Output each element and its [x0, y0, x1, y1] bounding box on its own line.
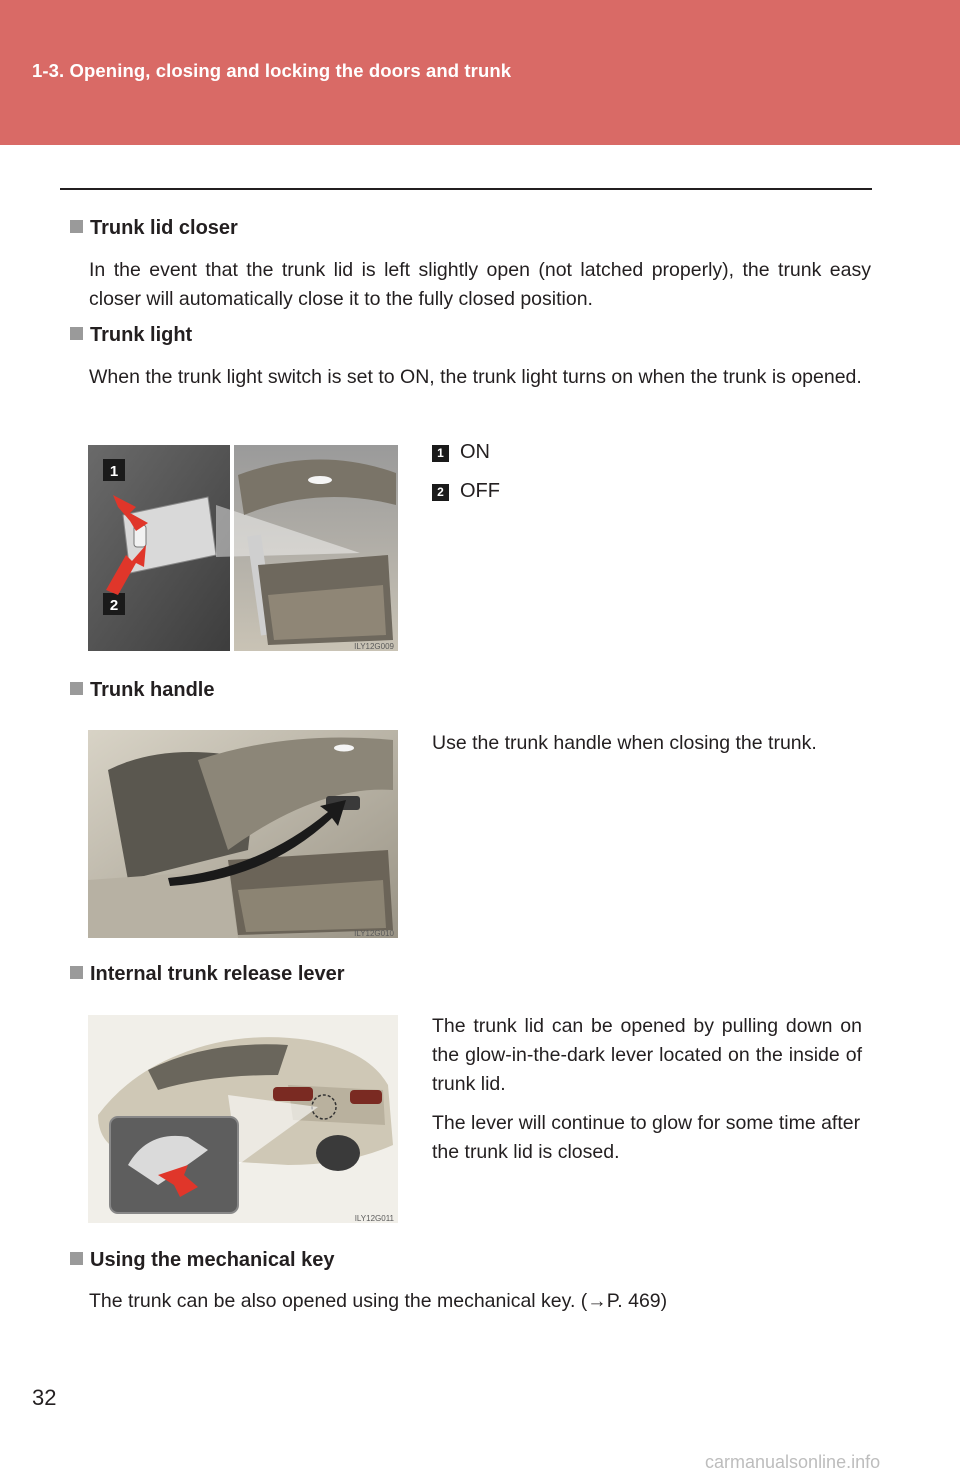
section-heading-trunk-lid-closer: Trunk lid closer — [70, 217, 238, 240]
number-badge: 2 — [432, 484, 449, 501]
bullet-square-icon — [70, 682, 83, 695]
section-heading-mechanical-key: Using the mechanical key — [70, 1249, 335, 1272]
svg-text:1: 1 — [109, 463, 119, 480]
divider-rule — [60, 188, 872, 190]
legend-item-off: 2 OFF — [432, 480, 500, 503]
number-badge: 1 — [432, 445, 449, 462]
figure-trunk-handle — [88, 730, 398, 938]
paragraph-trunk-light: When the trunk light switch is set to ON, the trunk light turns on when the trunk is opened. — [89, 366, 862, 388]
figure-trunk-light-switch — [88, 445, 398, 651]
page-number: 32 — [32, 1385, 57, 1410]
section-heading-trunk-handle: Trunk handle — [70, 679, 214, 702]
paragraph-internal-release-1: The trunk lid can be opened by pulling down on the glow-in-the-dark lever located on the inside of trunk lid. — [432, 1015, 862, 1095]
paragraph-internal-release-2: The lever will continue to glow for some time after the trunk lid is closed. — [432, 1112, 861, 1163]
svg-text:2: 2 — [109, 597, 119, 614]
chapter-title: 1-3. Opening, closing and locking the doors and trunk — [32, 60, 512, 81]
header-band — [0, 0, 960, 145]
figure-code: ILY12G010 — [354, 929, 394, 938]
bullet-square-icon — [70, 220, 83, 233]
figure-internal-release-lever — [88, 1015, 398, 1223]
bullet-square-icon — [70, 1252, 83, 1265]
section-heading-internal-release: Internal trunk release lever — [70, 963, 345, 986]
legend-item-on: 1 ON — [432, 441, 490, 464]
paragraph-mechanical-key: The trunk can be also opened using the mechanical key. (→P. 469) — [89, 1290, 668, 1312]
paragraph-trunk-handle: Use the trunk handle when closing the trunk. — [432, 732, 817, 754]
section-heading-trunk-light: Trunk light — [70, 324, 192, 347]
bullet-square-icon — [70, 966, 83, 979]
watermark: carmanualsonline.info — [705, 1452, 881, 1472]
bullet-square-icon — [70, 327, 83, 340]
figure-code: ILY12G009 — [354, 642, 394, 651]
figure-code: ILY12G011 — [354, 1214, 394, 1223]
paragraph-trunk-lid-closer: In the event that the trunk lid is left slightly open (not latched properly), the trunk easy closer will automatically close it to the fully closed position. — [89, 259, 871, 310]
